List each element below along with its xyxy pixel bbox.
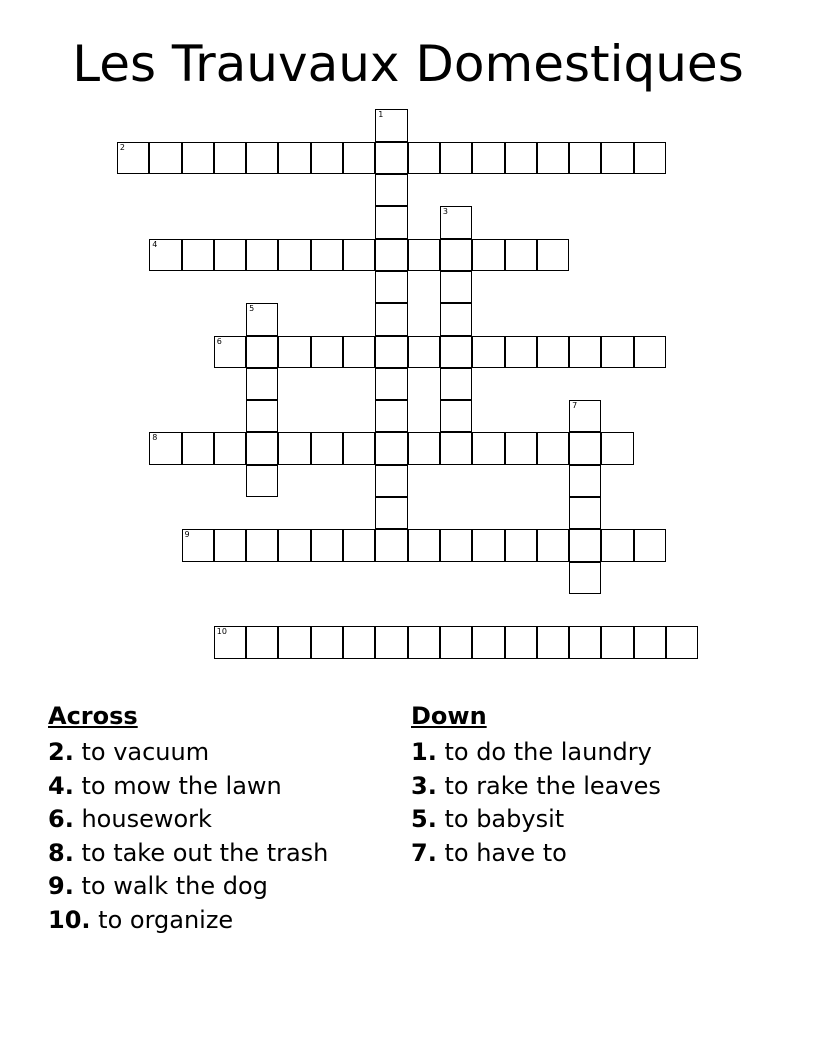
cell-number: 9: [184, 530, 190, 540]
grid-cell[interactable]: [311, 432, 343, 464]
grid-cell[interactable]: [278, 529, 310, 561]
grid-cell[interactable]: [246, 400, 278, 432]
grid-cell[interactable]: [408, 529, 440, 561]
grid-cell[interactable]: [311, 142, 343, 174]
grid-cell[interactable]: [569, 432, 601, 464]
grid-cell[interactable]: [343, 239, 375, 271]
clue-number: 1.: [411, 738, 437, 766]
grid-cell[interactable]: [375, 529, 407, 561]
clue-text: to organize: [98, 905, 234, 934]
clue-text: to have to: [444, 838, 567, 867]
grid-cell[interactable]: [472, 239, 504, 271]
grid-cell[interactable]: [472, 336, 504, 368]
grid-cell[interactable]: [182, 142, 214, 174]
clue-number: 9.: [48, 872, 74, 900]
grid-cell[interactable]: [537, 239, 569, 271]
grid-cell[interactable]: [375, 368, 407, 400]
across-heading: Across: [48, 702, 138, 730]
grid-cell[interactable]: [375, 465, 407, 497]
grid-cell[interactable]: [246, 336, 278, 368]
grid-cell[interactable]: [375, 626, 407, 658]
grid-cell[interactable]: [440, 142, 472, 174]
clue-number: 4.: [48, 771, 74, 800]
grid-cell[interactable]: [408, 626, 440, 658]
grid-cell[interactable]: [440, 303, 472, 335]
grid-cell[interactable]: [666, 626, 698, 658]
grid-cell[interactable]: [246, 465, 278, 497]
grid-cell[interactable]: [246, 142, 278, 174]
grid-cell[interactable]: [440, 239, 472, 271]
grid-cell[interactable]: [214, 529, 246, 561]
clue-number: 7.: [411, 838, 437, 867]
puzzle-title: Les Trauvaux Domestiques: [72, 35, 744, 93]
grid-cell[interactable]: [343, 626, 375, 658]
grid-cell[interactable]: [343, 529, 375, 561]
grid-cell[interactable]: [375, 109, 407, 141]
grid-cell[interactable]: [537, 336, 569, 368]
clue-number: 6.: [48, 805, 74, 833]
grid-cell[interactable]: [246, 529, 278, 561]
grid-cell[interactable]: [278, 142, 310, 174]
grid-cell[interactable]: [311, 336, 343, 368]
grid-cell[interactable]: [246, 303, 278, 335]
grid-cell[interactable]: [375, 303, 407, 335]
across-clue: [48, 803, 328, 837]
grid-cell[interactable]: [505, 239, 537, 271]
grid-cell[interactable]: [278, 336, 310, 368]
across-clue: [48, 736, 328, 770]
grid-cell[interactable]: [375, 239, 407, 271]
cell-number: 3: [442, 207, 448, 217]
grid-cell[interactable]: [278, 626, 310, 658]
grid-cell[interactable]: [408, 142, 440, 174]
clue-text: to babysit: [444, 805, 565, 833]
down-clue: [411, 770, 661, 804]
grid-cell[interactable]: [182, 432, 214, 464]
grid-cell[interactable]: [182, 529, 214, 561]
cell-number: 5: [249, 304, 255, 314]
down-clue: [411, 837, 661, 871]
grid-cell[interactable]: [505, 142, 537, 174]
across-clue: [48, 770, 328, 804]
grid-cell[interactable]: [149, 432, 181, 464]
clue-text: to take out the trash: [81, 838, 329, 867]
clue-number: 10.: [48, 905, 91, 934]
grid-cell[interactable]: [569, 497, 601, 529]
grid-cell[interactable]: [472, 432, 504, 464]
grid-cell[interactable]: [505, 336, 537, 368]
grid-cell[interactable]: [311, 239, 343, 271]
grid-cell[interactable]: [375, 174, 407, 206]
grid-cell[interactable]: [375, 432, 407, 464]
grid-cell[interactable]: [601, 529, 633, 561]
grid-cell[interactable]: [214, 432, 246, 464]
grid-cell[interactable]: [149, 142, 181, 174]
grid-cell[interactable]: [375, 400, 407, 432]
grid-cell[interactable]: [440, 400, 472, 432]
clue-text: to do the laundry: [444, 738, 652, 766]
grid-cell[interactable]: [246, 432, 278, 464]
grid-cell[interactable]: [569, 465, 601, 497]
grid-cell[interactable]: [569, 626, 601, 658]
down-heading: Down: [411, 702, 487, 730]
grid-cell[interactable]: [440, 368, 472, 400]
grid-cell[interactable]: [343, 142, 375, 174]
grid-cell[interactable]: [537, 142, 569, 174]
grid-cell[interactable]: [182, 239, 214, 271]
grid-cell[interactable]: [537, 432, 569, 464]
clue-text: to walk the dog: [81, 872, 268, 900]
grid-cell[interactable]: [634, 529, 666, 561]
across-clue: [48, 904, 328, 938]
cell-number: 6: [216, 336, 222, 346]
grid-cell[interactable]: [440, 271, 472, 303]
grid-cell[interactable]: [408, 336, 440, 368]
cell-number: 7: [572, 401, 578, 411]
grid-cell[interactable]: [472, 142, 504, 174]
clue-number: 5.: [411, 805, 437, 833]
grid-cell[interactable]: [343, 432, 375, 464]
grid-cell[interactable]: [440, 529, 472, 561]
grid-cell[interactable]: [601, 432, 633, 464]
grid-cell[interactable]: [569, 400, 601, 432]
grid-cell[interactable]: [214, 336, 246, 368]
cell-number: 1: [378, 110, 384, 120]
grid-cell[interactable]: [634, 336, 666, 368]
grid-cell[interactable]: [440, 336, 472, 368]
grid-cell[interactable]: [505, 626, 537, 658]
grid-cell[interactable]: [311, 529, 343, 561]
grid-cell[interactable]: [246, 239, 278, 271]
cell-number: 2: [119, 142, 125, 152]
grid-cell[interactable]: [117, 142, 149, 174]
across-clue: [48, 870, 328, 904]
grid-cell[interactable]: [601, 336, 633, 368]
grid-cell[interactable]: [149, 239, 181, 271]
grid-cell[interactable]: [505, 432, 537, 464]
grid-cell[interactable]: [440, 206, 472, 238]
grid-cell[interactable]: [634, 626, 666, 658]
grid-cell[interactable]: [375, 142, 407, 174]
cell-number: 8: [152, 433, 158, 443]
grid-cell[interactable]: [375, 271, 407, 303]
grid-cell[interactable]: [246, 368, 278, 400]
clue-number: 8.: [48, 838, 74, 867]
down-clues: [411, 700, 661, 870]
clue-text: housework: [81, 805, 212, 833]
grid-cell[interactable]: [343, 336, 375, 368]
grid-cell[interactable]: [214, 142, 246, 174]
grid-cell[interactable]: [569, 562, 601, 594]
grid-cell[interactable]: [537, 529, 569, 561]
grid-cell[interactable]: [601, 626, 633, 658]
grid-cell[interactable]: [278, 239, 310, 271]
clue-text: to mow the lawn: [81, 771, 282, 800]
grid-cell[interactable]: [472, 626, 504, 658]
grid-cell[interactable]: [214, 626, 246, 658]
grid-cell[interactable]: [375, 206, 407, 238]
across-clue: [48, 837, 328, 871]
cell-number: 4: [152, 239, 158, 249]
grid-cell[interactable]: [278, 432, 310, 464]
down-clue: [411, 736, 661, 770]
grid-cell[interactable]: [311, 626, 343, 658]
grid-cell[interactable]: [408, 432, 440, 464]
clue-text: to vacuum: [81, 738, 210, 766]
grid-cell[interactable]: [375, 497, 407, 529]
down-clue: [411, 803, 661, 837]
grid-cell[interactable]: [569, 336, 601, 368]
grid-cell[interactable]: [537, 626, 569, 658]
grid-cell[interactable]: [569, 142, 601, 174]
grid-cell[interactable]: [214, 239, 246, 271]
grid-cell[interactable]: [505, 529, 537, 561]
grid-cell[interactable]: [440, 626, 472, 658]
clue-text: to rake the leaves: [444, 771, 661, 800]
cell-number: 10: [216, 627, 227, 637]
grid-cell[interactable]: [634, 142, 666, 174]
clue-number: 3.: [411, 771, 437, 800]
grid-cell[interactable]: [408, 239, 440, 271]
grid-cell[interactable]: [246, 626, 278, 658]
grid-cell[interactable]: [472, 529, 504, 561]
grid-cell[interactable]: [375, 336, 407, 368]
clue-number: 2.: [48, 738, 74, 766]
grid-cell[interactable]: [440, 432, 472, 464]
grid-cell[interactable]: [569, 529, 601, 561]
grid-cell[interactable]: [601, 142, 633, 174]
across-clues: [48, 700, 328, 937]
